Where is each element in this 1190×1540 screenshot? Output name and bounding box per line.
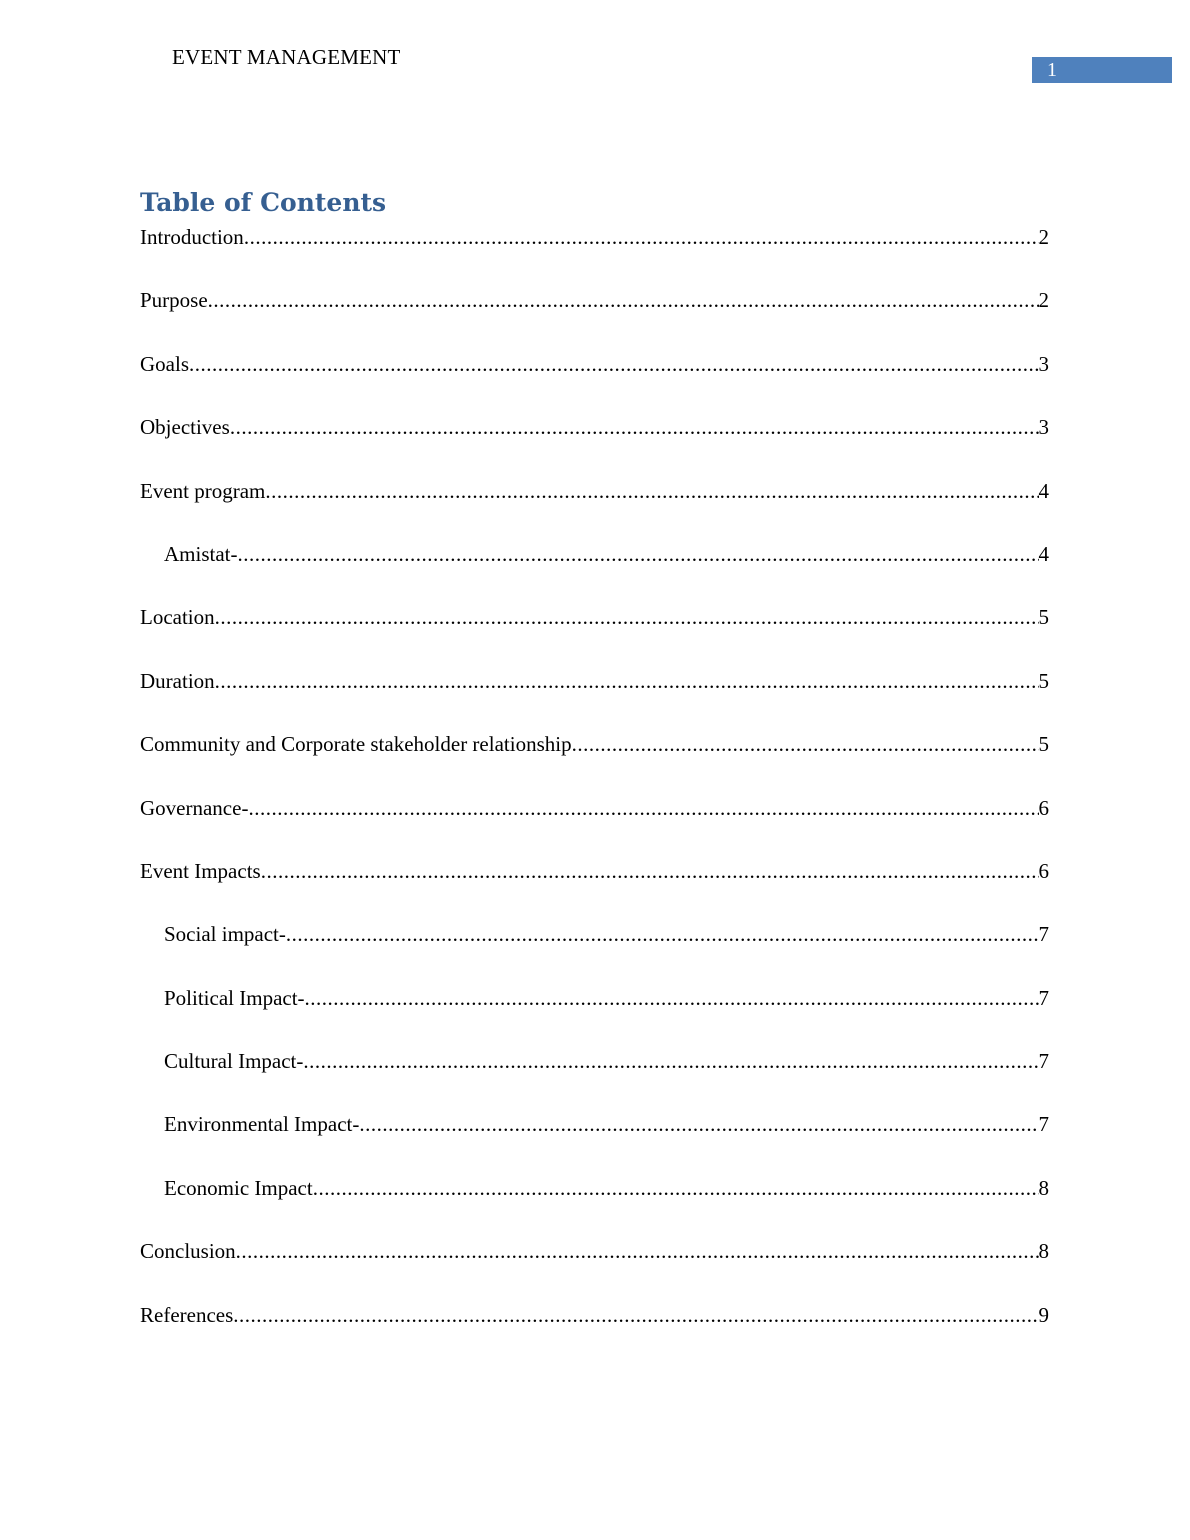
toc-entry-label: Community and Corporate stakeholder relationship [140, 732, 572, 757]
toc-entry-page: 2 [1038, 225, 1049, 249]
toc-entry-label: Governance- [140, 795, 249, 820]
dot-leader [236, 1236, 1039, 1266]
toc-entry-introduction[interactable] [140, 222, 1049, 285]
dot-leader [313, 1173, 1039, 1203]
dot-leader [230, 412, 1039, 442]
dot-leader [359, 1109, 1038, 1139]
toc-entry-location[interactable] [140, 602, 1049, 665]
toc-entry-governance[interactable] [140, 793, 1049, 856]
page-number-badge [1032, 57, 1172, 83]
toc-entry-page: 6 [1038, 858, 1049, 883]
dot-leader [215, 602, 1039, 632]
toc-entry-label: Event Impacts [140, 858, 261, 883]
toc-entry-label: Economic Impact [164, 1175, 313, 1200]
toc-entry-page: 7 [1038, 922, 1049, 947]
toc-entry-economic-impact[interactable] [140, 1173, 1049, 1236]
dot-leader [233, 1300, 1038, 1330]
toc-entry-label: Cultural Impact- [164, 1049, 304, 1074]
dot-leader [265, 476, 1038, 506]
toc-entry-page: 7 [1038, 985, 1049, 1010]
dot-leader [208, 285, 1039, 315]
toc-list [140, 222, 1049, 1363]
toc-entry-label: Location [140, 605, 215, 630]
dot-leader [238, 539, 1039, 569]
toc-entry-page: 7 [1038, 1049, 1049, 1074]
toc-entry-label: Social impact- [164, 922, 286, 947]
dot-leader [305, 983, 1039, 1013]
toc-entry-page: 4 [1038, 541, 1049, 566]
toc-entry-label: Conclusion [140, 1239, 236, 1264]
toc-entry-page: 8 [1038, 1239, 1049, 1264]
toc-entry-page: 4 [1038, 478, 1049, 503]
toc-entry-label: Duration [140, 668, 215, 693]
toc-entry-cultural-impact[interactable] [140, 1046, 1049, 1109]
toc-entry-label: Political Impact- [164, 985, 305, 1010]
toc-entry-goals[interactable] [140, 349, 1049, 412]
toc-entry-page: 3 [1038, 415, 1049, 440]
toc-entry-page: 2 [1038, 288, 1049, 313]
toc-entry-page: 6 [1038, 795, 1049, 820]
dot-leader [261, 856, 1039, 886]
toc-entry-purpose[interactable] [140, 285, 1049, 348]
toc-entry-objectives[interactable] [140, 412, 1049, 475]
toc-entry-references[interactable] [140, 1300, 1049, 1363]
toc-entry-page: 9 [1038, 1302, 1049, 1327]
dot-leader [572, 729, 1039, 759]
toc-entry-conclusion[interactable] [140, 1236, 1049, 1299]
toc-heading: Table of Contents [140, 188, 387, 217]
toc-entry-amistat[interactable] [140, 539, 1049, 602]
toc-entry-community-stakeholder[interactable] [140, 729, 1049, 792]
toc-entry-page: 3 [1038, 351, 1049, 376]
toc-entry-label: Purpose [140, 288, 208, 313]
toc-entry-page: 5 [1038, 732, 1049, 757]
toc-entry-label: Introduction [140, 225, 244, 249]
toc-entry-political-impact[interactable] [140, 983, 1049, 1046]
toc-entry-environmental-impact[interactable] [140, 1109, 1049, 1172]
toc-entry-page: 5 [1038, 605, 1049, 630]
toc-entry-label: Environmental Impact- [164, 1112, 360, 1137]
page-number: 1 [1047, 59, 1057, 81]
dot-leader [215, 666, 1039, 696]
toc-entry-social-impact[interactable] [140, 919, 1049, 982]
dot-leader [303, 1046, 1038, 1076]
toc-entry-event-impacts[interactable] [140, 856, 1049, 919]
toc-entry-label: References [140, 1302, 234, 1327]
dot-leader [248, 793, 1038, 823]
toc-entry-label: Event program [140, 478, 266, 503]
toc-entry-label: Objectives [140, 415, 230, 440]
dot-leader [244, 222, 1039, 252]
toc-entry-label: Goals [140, 351, 189, 376]
toc-entry-page: 5 [1038, 668, 1049, 693]
toc-entry-label: Amistat- [164, 541, 238, 566]
toc-entry-duration[interactable] [140, 666, 1049, 729]
dot-leader [189, 349, 1039, 379]
toc-entry-page: 8 [1038, 1175, 1049, 1200]
toc-entry-event-program[interactable] [140, 476, 1049, 539]
running-header-title: EVENT MANAGEMENT [172, 45, 401, 69]
toc-entry-page: 7 [1038, 1112, 1049, 1137]
dot-leader [286, 919, 1039, 949]
